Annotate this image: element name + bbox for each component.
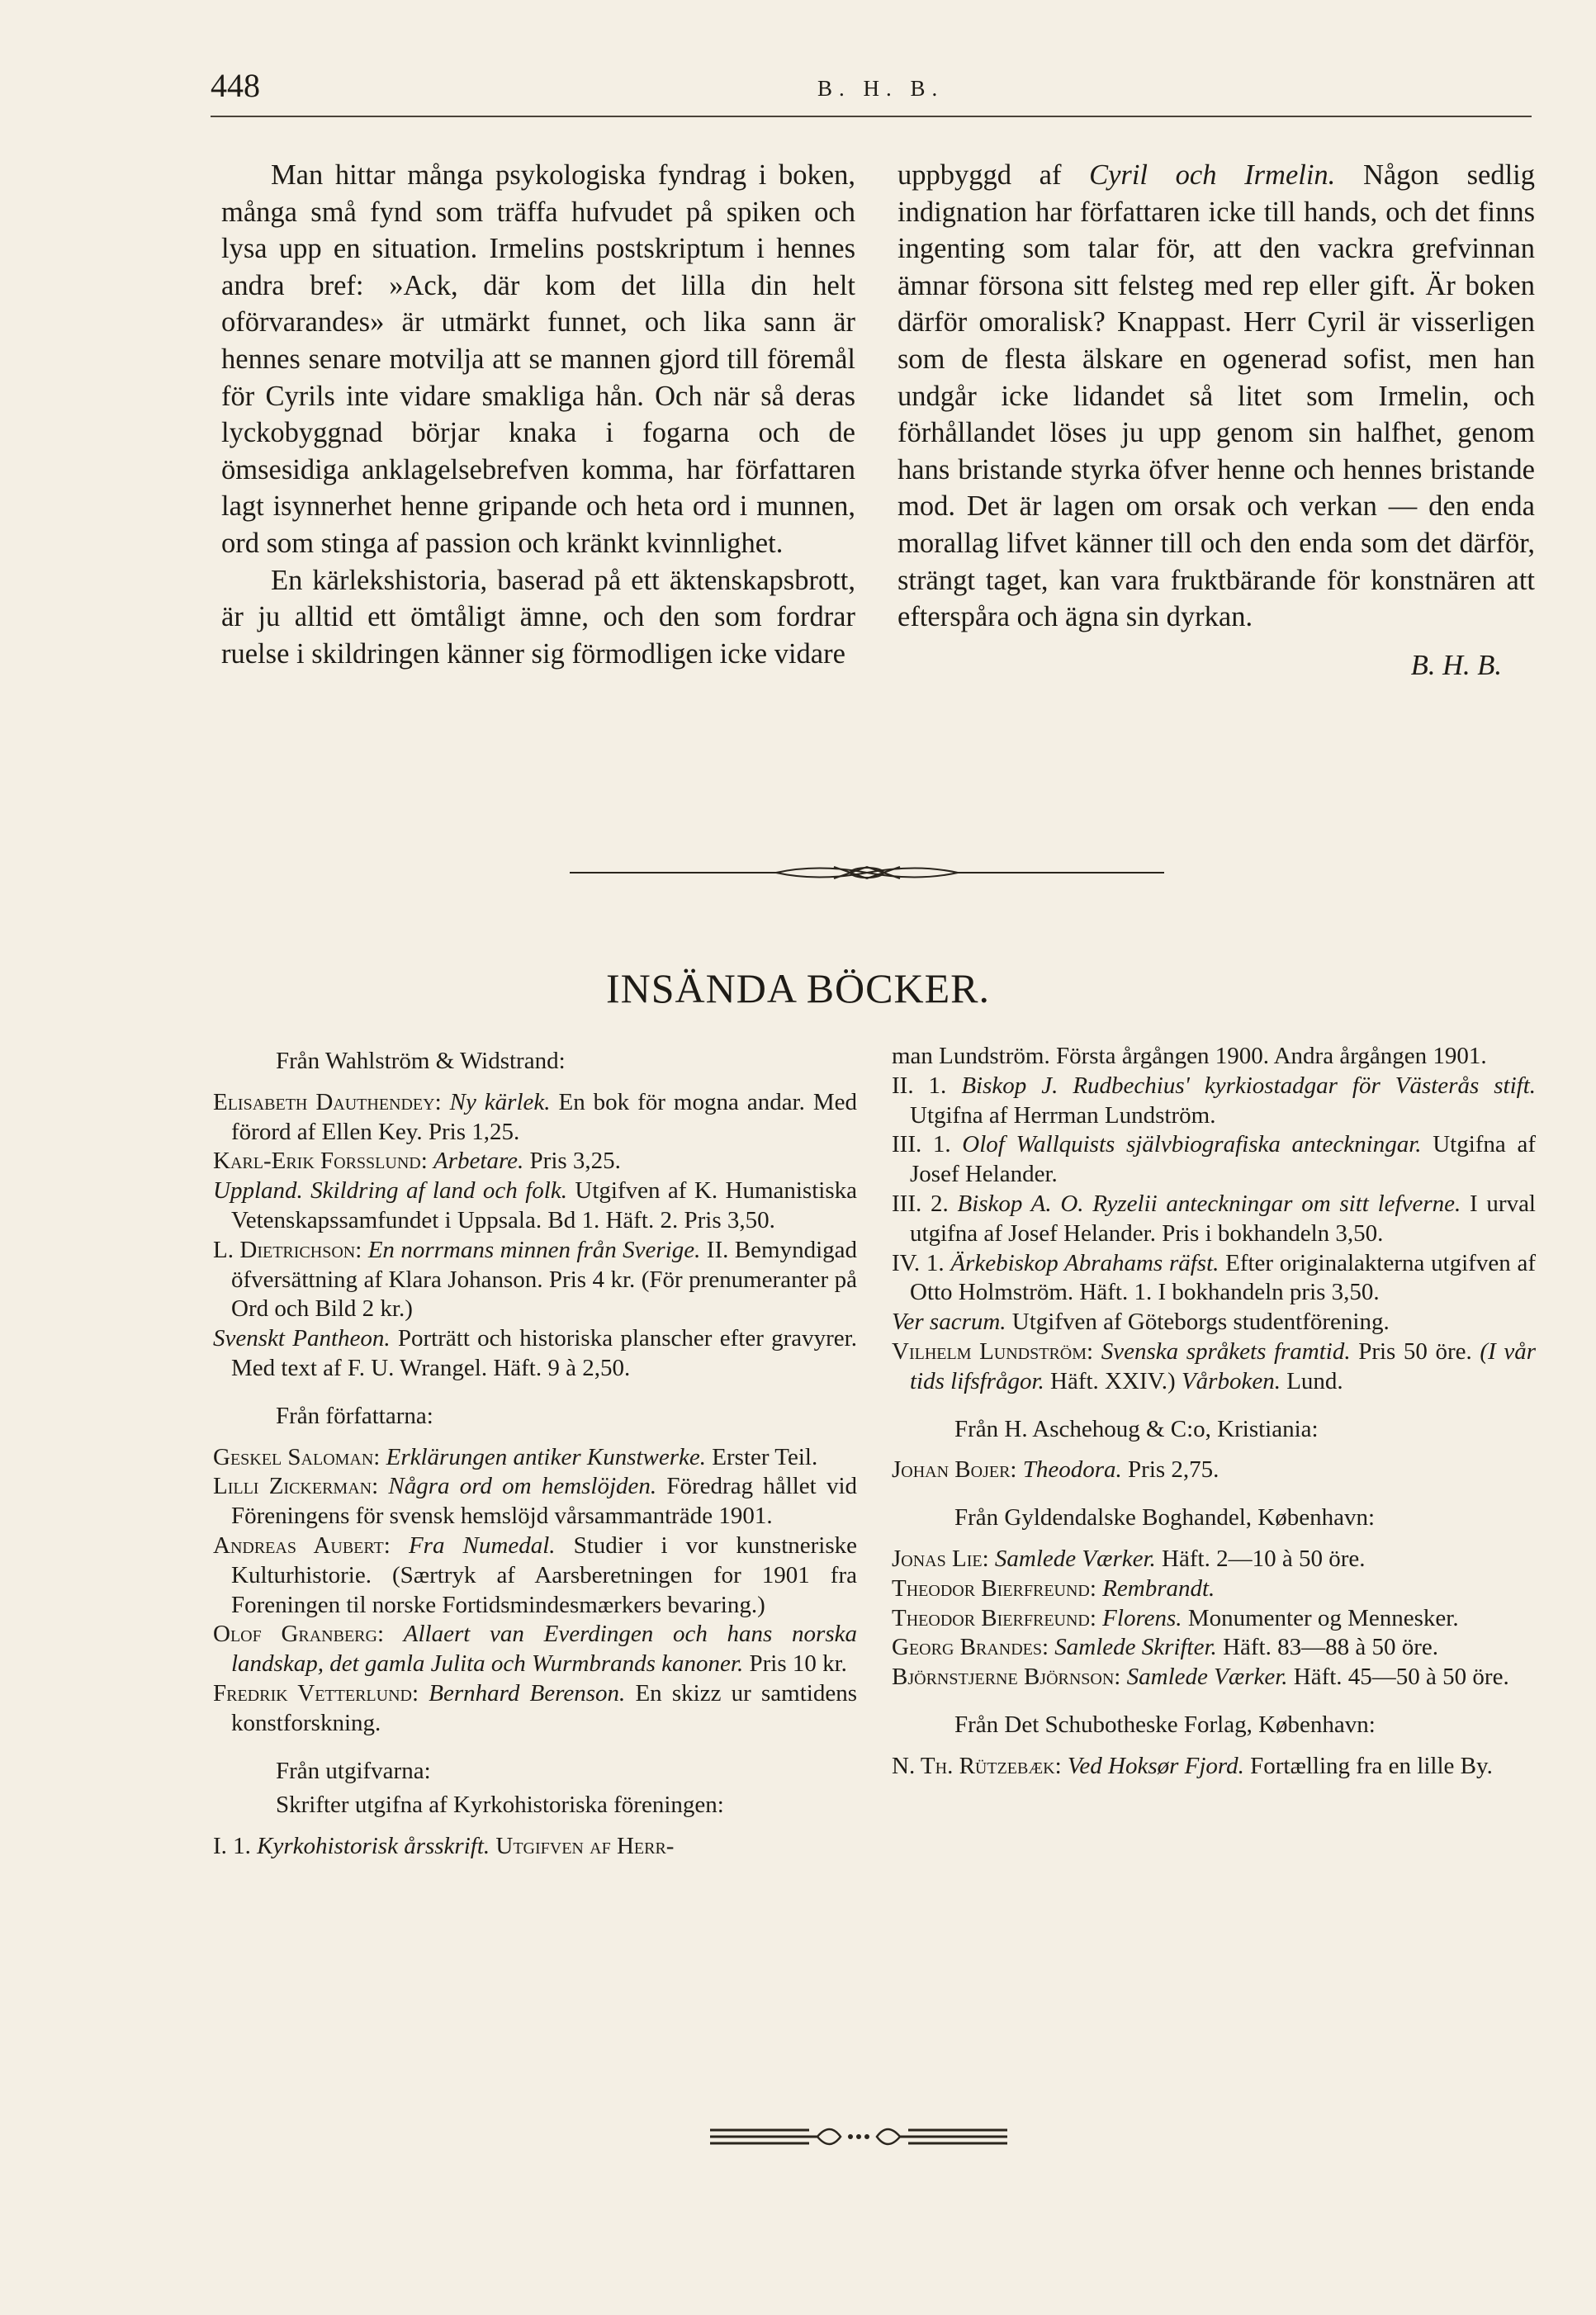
book-entry: N. Th. Rützebæk: Ved Hoksør Fjord. Fortælling fra en lille By. [892, 1752, 1493, 1779]
book-entry: Svenskt Pantheon. Porträtt och historiska planscher efter gravyrer. Med text af F. U. Wrangel. Häft. 9 à 2,50. [213, 1325, 857, 1381]
review-paragraph: En kärlekshistoria, baserad på ett äktenskapsbrott, är ju alltid ett ömtåligt ämne, och den som fordrar ruelse i skildringen känner sig förmodligen icke vidare [221, 564, 855, 670]
publisher-heading: Från Gyldendalske Boghandel, København: [954, 1504, 1376, 1531]
book-entry: Lilli Zickerman: Några ord om hemslöjden. Föredrag hållet vid Föreningens för svensk hemslöjd vårsammanträde 1901. [213, 1473, 857, 1530]
divider-ornament [570, 860, 1164, 885]
running-head: B. H. B. [817, 76, 945, 101]
publisher-heading: Från utgifvarna: [276, 1757, 431, 1784]
book-entry: Björnstjerne Björnson: Samlede Værker. Häft. 45—50 à 50 öre. [892, 1664, 1509, 1691]
book-entry: Theodor Bierfreund: Florens. Monumenter og Mennesker. [892, 1604, 1459, 1631]
book-entry: Elisabeth Dauthendey: Ny kärlek. En bok för mogna andar. Med förord af Ellen Key. Pris 1,25. [213, 1088, 857, 1145]
book-list-left [213, 1042, 857, 1862]
book-entry: III. 2. Biskop A. O. Ryzelii anteckningar om sitt lefverne. I urval utgifna af Josef Helander. Pris i bokhandeln 3,50. [892, 1190, 1536, 1247]
publisher-heading: Från Wahlström & Widstrand: [276, 1048, 566, 1074]
book-entry: Karl-Erik Forsslund: Arbetare. Pris 3,25. [213, 1148, 621, 1175]
review-column-left [221, 157, 855, 672]
book-list-right [892, 1042, 1536, 1782]
book-entry: Georg Brandes: Samlede Skrifter. Häft. 83—88 à 50 öre. [892, 1634, 1438, 1661]
book-entry: Johan Bojer: Theodora. Pris 2,75. [892, 1456, 1219, 1484]
book-entry: Uppland. Skildring af land och folk. Utgifven af K. Humanistiska Vetenskapssamfundet i Uppsala. Bd 1. Häft. 2. Pris 3,50. [213, 1177, 857, 1233]
book-entry: Jonas Lie: Samlede Værker. Häft. 2—10 à 50 öre. [892, 1545, 1366, 1572]
header-rule [211, 116, 1532, 117]
section-title: INSÄNDA BÖCKER. [605, 965, 991, 1011]
book-entry: Geskel Saloman: Erklärungen antiker Kunstwerke. Erster Teil. [213, 1443, 818, 1470]
page-number: 448 [211, 67, 260, 104]
book-entry: Fredrik Vetterlund: Bernhard Berenson. En skizz ur samtidens konstforskning. [213, 1679, 857, 1736]
book-entry: Ver sacrum. Utgifven af Göteborgs studentförening. [892, 1309, 1390, 1336]
book-entry: IV. 1. Ärkebiskop Abrahams räfst. Efter originalakterna utgifven af Otto Holmström. Häft. 1. I bokhandeln pris 3,50. [892, 1249, 1536, 1306]
book-entry: Theodor Bierfreund: Rembrandt. [892, 1574, 1215, 1602]
book-entry: II. 1. Biskop J. Rudbechius' kyrkiostadgar för Västerås stift. Utgifna af Herrman Lundström. [892, 1072, 1536, 1129]
publisher-heading: Från H. Aschehoug & C:o, Kristiania: [954, 1415, 1319, 1442]
publisher-heading: Från Det Schubotheske Forlag, København: [954, 1711, 1376, 1738]
book-entry: III. 1. Olof Wallquists självbiografiska anteckningar. Utgifna af Josef Helander. [892, 1131, 1536, 1188]
series-heading: Skrifter utgifna af Kyrkohistoriska föreningen: [276, 1792, 724, 1819]
book-entry: Andreas Aubert: Fra Numedal. Studier i vor kunstneriske Kulturhistorie. (Særtryk af Aarsberetningen for 1901 fra Foreningen til norske Fortidsmindesmærkers bevaring.) [213, 1531, 858, 1618]
review-signature: B. H. B. [1410, 649, 1502, 681]
book-entry: L. Dietrichson: En norrmans minnen från Sverige. II. Bemyndigad öfversättning af Klara Johanson. Pris 4 kr. (För prenumeranter på Ord och Bild 2 kr.) [213, 1236, 857, 1323]
book-entry-continued: man Lundström. Första årgången 1900. Andra årgången 1901. [892, 1043, 1487, 1069]
end-ornament [694, 2115, 1024, 2156]
review-paragraph: uppbyggd af Cyril och Irmelin. Någon sedlig indignation har författaren icke till hands, och det finns ingenting som talar för, att den vackra grefvinnan ämnar försona sitt felsteg med rep eller gift. Är boken därför omoralisk? Knappast. Herr Cyril är visserligen som de flesta älskare en ogenerad sofist, men han undgår icke lidandet så litet som Irmelin, och förhållandet löses ju upp genom sin halfhet, genom hans bristande styrka öfver henne och hennes bristande mod. Det är lagen om orsak och verkan — den enda morallag lifvet känner till och den enda som det därför, strängt taget, kan vara fruktbärande för konstnären att efterspåra och ägna sin dyrkan. [897, 159, 1535, 633]
book-entry: I. 1. Kyrkohistorisk årsskrift. Utgifven af Herr- [213, 1833, 675, 1860]
publisher-heading: Från författarna: [276, 1402, 433, 1429]
book-title: Cyril och Irmelin. [1089, 159, 1336, 191]
book-entry: Vilhelm Lundström: Svenska språkets framtid. Pris 50 öre. (I vår tids lifsfrågor. Häft. XXIV.) Vårboken. Lund. [892, 1337, 1536, 1394]
book-entry: Olof Granberg: Allaert van Everdingen och hans norska landskap, det gamla Julita och Wurmbrands kanoner. Pris 10 kr. [213, 1621, 858, 1678]
review-paragraph: Man hittar många psykologiska fyndrag i boken, många små fynd som träffa hufvudet på spiken och lysa upp en situation. Irmelins postskriptum i hennes andra bref: »Ack, där kom det lilla din helt oförvarandes» är utmärkt funnet, och lika sann är hennes senare motvilja att se mannen gjord till föremål för Cyrils inte vidare smakliga hån. Och när så deras lyckobyggnad börjar knaka i fogarna och de ömsesidiga anklagelsebrefven komma, har författaren lagt isynnerhet henne gripande och heta ord i munnen, ord som stinga af passion och kränkt kvinnlighet. [221, 159, 855, 559]
review-column-right [897, 157, 1535, 684]
